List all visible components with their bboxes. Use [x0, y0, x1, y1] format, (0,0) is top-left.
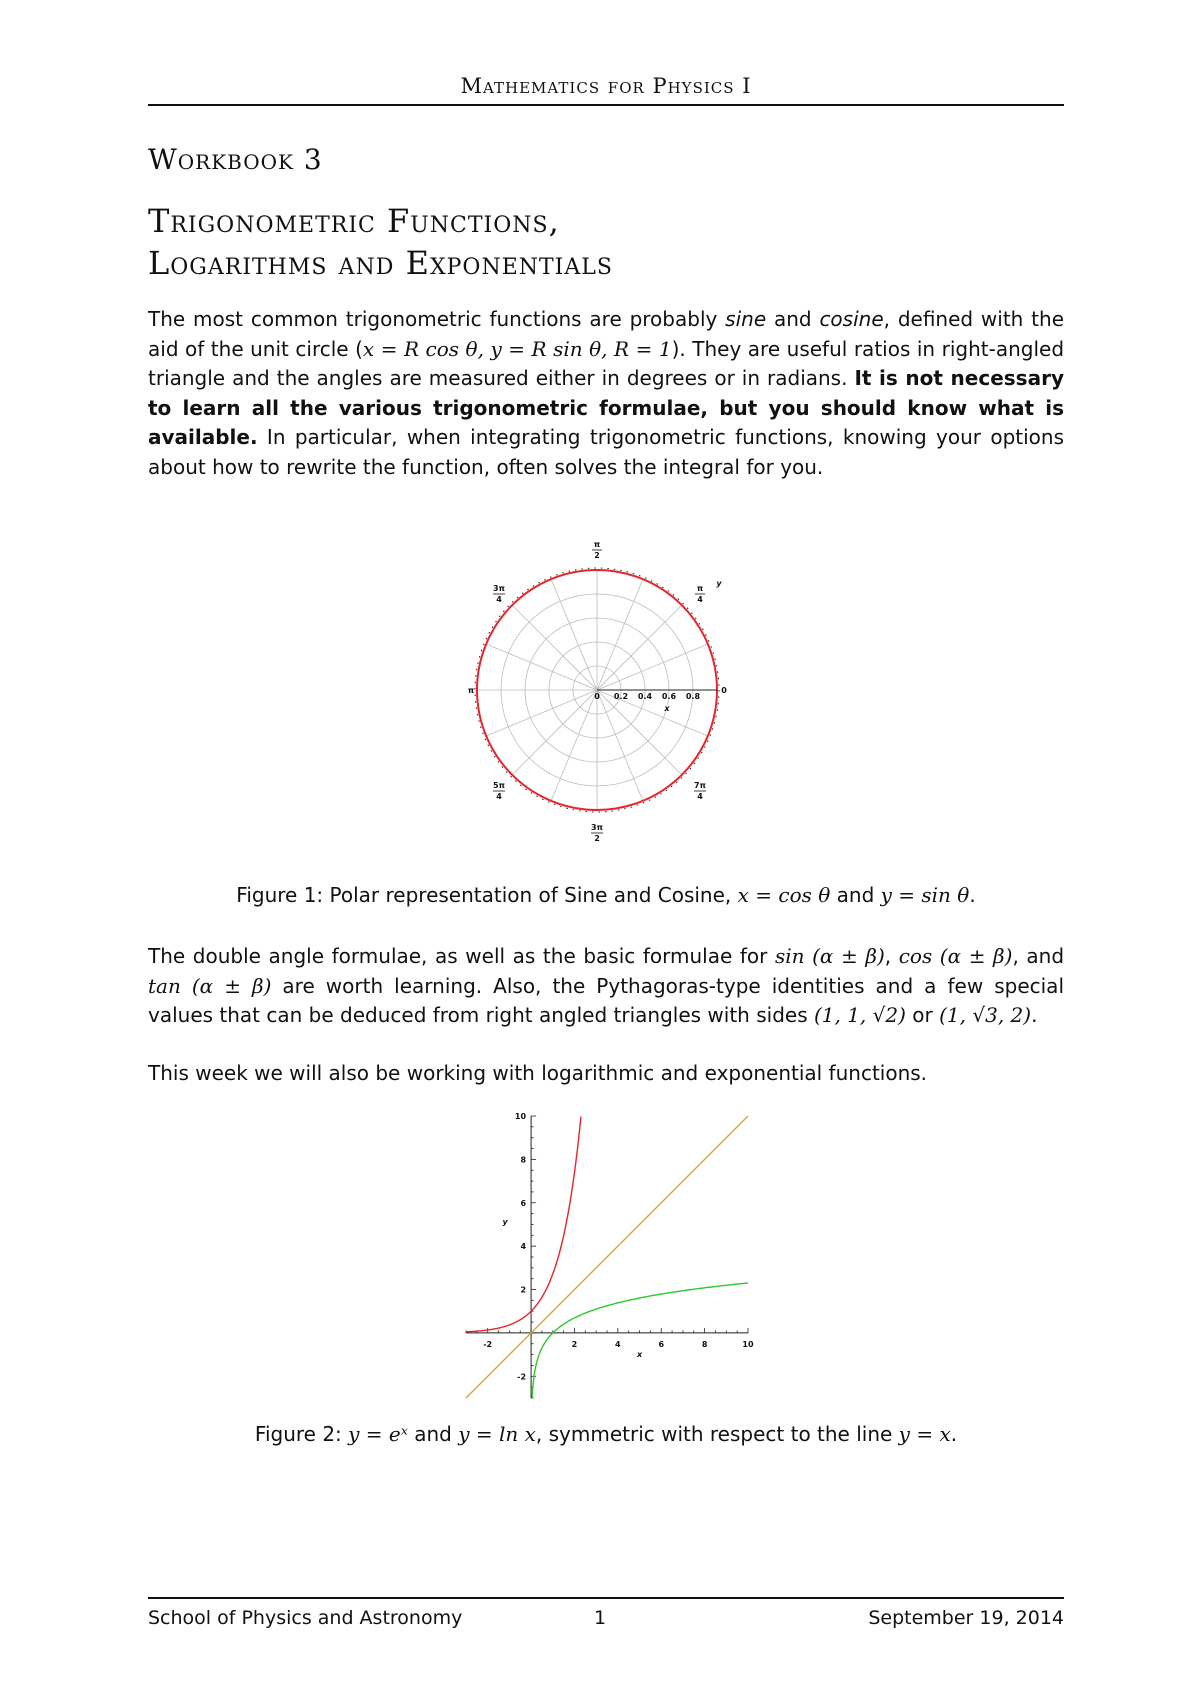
caption-math: y = eˣ — [348, 1422, 408, 1446]
caption-text: and — [407, 1422, 459, 1446]
log-exp-paragraph: This week we will also be working with logarithmic and exponential functions. — [148, 1061, 928, 1085]
angle-label-pi: π — [467, 686, 475, 695]
caption-text: Figure 2: — [254, 1422, 349, 1446]
y-tick-label: 2 — [520, 1285, 527, 1295]
x-tick-label: 8 — [701, 1339, 708, 1349]
caption-math: y = x — [898, 1422, 951, 1446]
angle-label-pi-4-num: π — [696, 584, 704, 593]
radial-tick-label: 0.4 — [637, 692, 653, 701]
para-text: . — [1031, 1003, 1038, 1028]
x-axis-label: x — [636, 1349, 643, 1359]
intro-bold-note: It is not necessary to learn all the various trigonometric formulae, but you should know what is available. — [148, 366, 1064, 450]
para-text: are worth learning. Also, the Pythagoras-type identities and a few special values that can be deduced from right angled triangles with sides — [148, 973, 1064, 1028]
intro-text-5: In particular, when integrating trigonometric functions, knowing your options about how to rewrite the function, often solves the integral for you. — [148, 425, 1064, 479]
intro-text-3: , defined with the aid of the unit circle ( — [148, 307, 1065, 361]
y-tick-label: 4 — [520, 1242, 527, 1252]
angle-label-pi-half-num: π — [593, 540, 601, 549]
x-tick-label: 6 — [658, 1339, 665, 1349]
tan-sum-formula: tan (α ± β) — [148, 973, 272, 998]
title-line-1: Trigonometric Functions, — [148, 202, 560, 240]
x-tick-label: 4 — [615, 1339, 621, 1349]
angle-label-pi-half-den: 2 — [594, 551, 600, 560]
radial-tick-label: 0.8 — [685, 692, 701, 701]
angle-label-zero: 0 — [721, 686, 727, 695]
section-title — [148, 200, 613, 284]
caption-text: , symmetric with respect to the line — [535, 1422, 899, 1446]
footer-date: September 19, 2014 — [868, 1607, 1064, 1629]
triangle-sides-2: (1, √3, 2) — [939, 1003, 1032, 1028]
para-text: or — [905, 1003, 940, 1028]
para-text: , — [884, 944, 899, 968]
angle-label-pi-4-den: 4 — [697, 595, 703, 604]
y-axis-label: y — [502, 1217, 508, 1227]
series-identity-line — [466, 1116, 748, 1398]
exp-log-chart — [466, 1112, 754, 1398]
caption-text: Figure 1: Polar representation of Sine and Cosine, — [236, 883, 738, 907]
caption-math: y = sin θ — [880, 883, 970, 907]
cos-sum-formula: cos (α ± β) — [898, 944, 1013, 968]
caption-text: . — [969, 883, 976, 907]
y-tick-label: 10 — [514, 1112, 527, 1121]
polar-plot-figure — [462, 535, 752, 845]
y-axis-label: y — [716, 579, 722, 588]
radial-tick-label: 0.2 — [613, 692, 629, 701]
angle-label-5pi-4-num: 5π — [493, 781, 505, 790]
angle-label-7pi-4-den: 4 — [697, 792, 703, 801]
running-head: Mathematics for Physics I — [460, 74, 752, 98]
unit-circle-formula: x = R cos θ, y = R sin θ, R = 1 — [362, 336, 672, 361]
triangle-sides-1: (1, 1, √2) — [813, 1003, 906, 1028]
intro-paragraph — [148, 305, 1064, 483]
caption-math: y = ln x — [458, 1422, 536, 1446]
sine-term: sine — [725, 307, 767, 331]
footer-rule — [148, 1597, 1064, 1599]
intro-text-4: ). They are useful ratios in right-angled triangle and the angles are measured either in degrees or in radians. — [148, 336, 1065, 391]
radial-tick-label: 0 — [594, 692, 600, 701]
figure-2-caption — [148, 1422, 1064, 1446]
x-tick-label: 2 — [571, 1339, 578, 1349]
y-tick-label: 8 — [520, 1155, 527, 1165]
y-tick-label: -2 — [517, 1372, 527, 1382]
caption-text: . — [950, 1422, 958, 1446]
x-tick-label: -2 — [483, 1339, 493, 1349]
footer-school: School of Physics and Astronomy — [148, 1607, 463, 1629]
x-axis-label: x — [664, 704, 670, 713]
chart-series — [466, 1116, 748, 1398]
formulae-paragraph — [148, 942, 1064, 1031]
caption-math: x = cos θ — [737, 883, 831, 907]
angle-label-3pi-2-num: 3π — [591, 823, 603, 832]
para-text: The double angle formulae, as well as the basic formulae for — [148, 944, 775, 968]
radial-tick-label: 0.6 — [661, 692, 677, 701]
para-text: , and — [1012, 944, 1065, 968]
workbook-label: Workbook 3 — [148, 143, 323, 176]
header-rule — [148, 104, 1064, 106]
page-number: 1 — [593, 1607, 607, 1629]
intro-text-2: and — [766, 307, 820, 331]
figure-1-caption — [148, 883, 1064, 907]
y-tick-label: 6 — [520, 1198, 527, 1208]
angle-label-3pi-4-num: 3π — [493, 584, 505, 593]
x-tick-label: 10 — [742, 1339, 754, 1349]
angle-label-7pi-4-num: 7π — [694, 781, 706, 790]
angle-label-5pi-4-den: 4 — [496, 792, 502, 801]
cosine-term: cosine — [819, 307, 884, 331]
intro-text-1: The most common trigonometric functions are probably — [148, 307, 726, 331]
angle-label-3pi-2-den: 2 — [594, 834, 600, 843]
caption-text: and — [830, 883, 881, 907]
title-line-2: Logarithms and Exponentials — [148, 244, 613, 282]
angle-label-3pi-4-den: 4 — [496, 595, 502, 604]
sin-sum-formula: sin (α ± β) — [774, 944, 885, 968]
